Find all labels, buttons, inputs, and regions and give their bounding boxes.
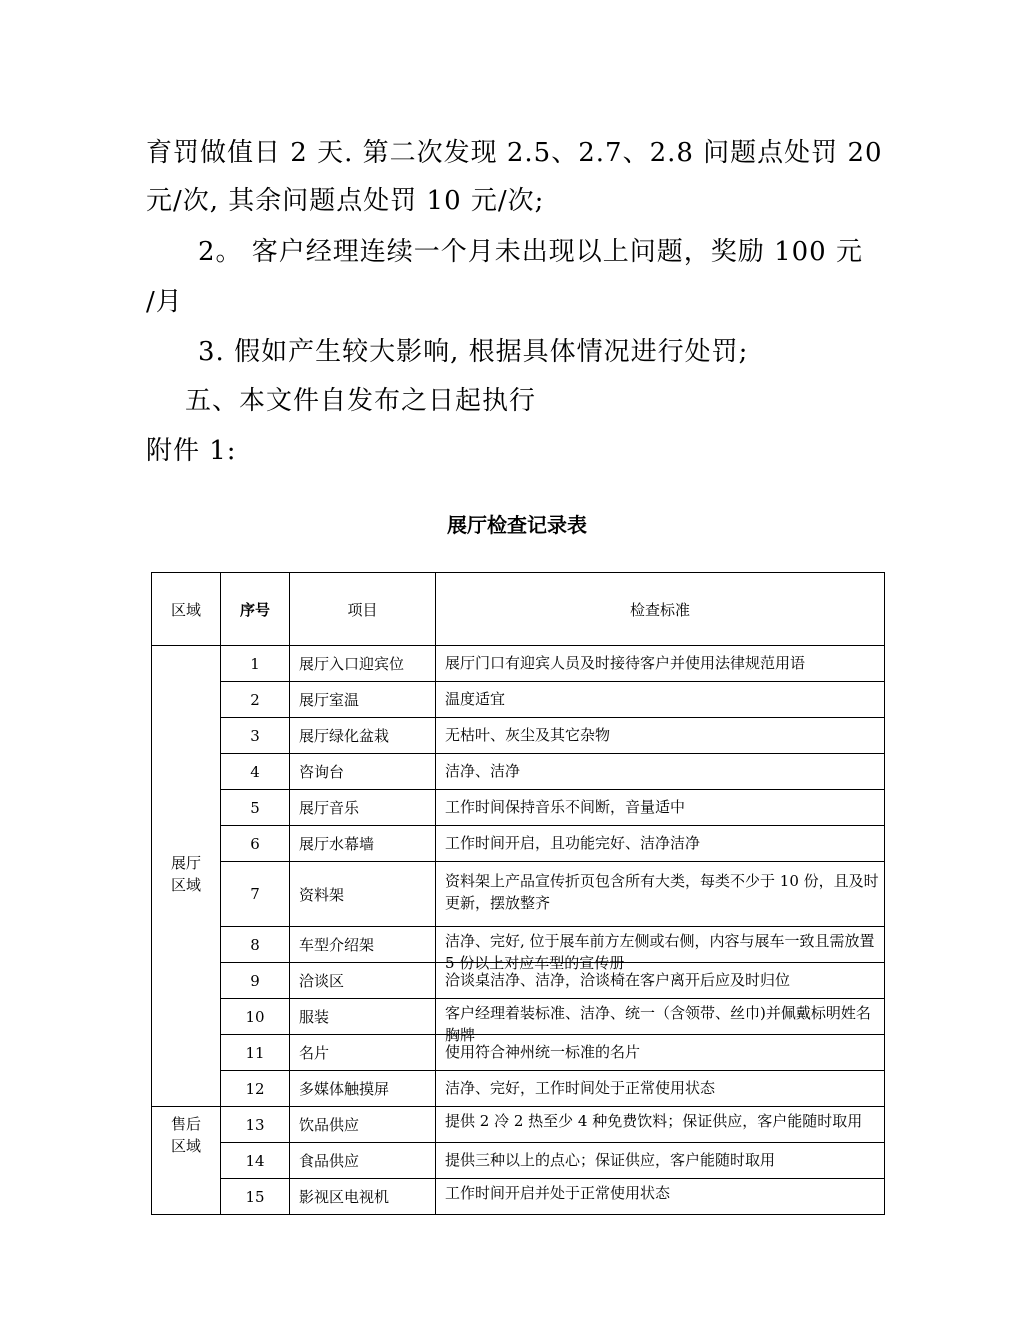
row-item: 展厅绿化盆栽 [290,718,436,754]
row-number: 15 [221,1179,290,1215]
row-standard [436,754,885,790]
standard-text: 客户经理着装标准、洁净、统一（含领带、丝巾)并佩戴标明姓名胸牌 [445,1004,871,1044]
row-item: 展厅入口迎宾位 [290,646,436,682]
standard-text: 资料架上产品宣传折页包含所有大类，每类不少于 10 份，且及时更新，摆放整齐 [445,872,879,912]
standard-text: 温度适宜 [445,690,506,708]
row-number: 5 [221,790,290,826]
row-item: 多媒体触摸屏 [290,1071,436,1107]
area-cell-aftersales [152,1107,221,1215]
table-row [152,862,885,927]
standard-text: 工作时间开启并处于正常使用状态 [445,1184,671,1202]
standard-text: 洽谈桌洁净、洁净，洽谈椅在客户离开后应及时归位 [445,971,791,989]
row-number: 3 [221,718,290,754]
section-five: 五、本文件自发布之日起执行 [185,386,537,416]
table-row [152,682,885,718]
row-standard [436,1035,885,1071]
row-item: 展厅室温 [290,682,436,718]
row-item: 展厅水幕墙 [290,826,436,862]
standard-text: 使用符合神州统一标准的名片 [445,1043,641,1061]
row-item: 咨询台 [290,754,436,790]
row-standard [436,862,885,927]
row-item: 服装 [290,999,436,1035]
row-number: 7 [221,862,290,927]
header-standard: 检查标准 [436,573,885,646]
table-row [152,718,885,754]
body-paragraph: 育罚做值日 2 天. 第二次发现 2.5、2.7、2.8 问题点处罚 20 [146,138,883,168]
row-number: 9 [221,963,290,999]
row-standard [436,646,885,682]
standard-text: 提供 2 冷 2 热至少 4 种免费饮料；保证供应，客户能随时取用 [445,1112,863,1130]
row-item: 展厅音乐 [290,790,436,826]
standard-text: 洁净、完好, 位于展车前方左侧或右侧，内容与展车一致且需放置 5 份以上对应车型的宣传册 [445,932,875,972]
standard-text: 提供三种以上的点心；保证供应，客户能随时取用 [445,1151,776,1169]
area-label: 展厅 区域 [170,854,201,894]
table-row [152,1143,885,1179]
row-number: 10 [221,999,290,1035]
row-item: 名片 [290,1035,436,1071]
table-row [152,646,885,682]
row-standard [436,1107,885,1143]
row-item: 影视区电视机 [290,1179,436,1215]
area-label: 售后 区域 [170,1115,201,1155]
row-number: 13 [221,1107,290,1143]
standard-text: 展厅门口有迎宾人员及时接待客户并使用法律规范用语 [445,654,806,672]
list-item-2: 2。 客户经理连续一个月未出现以上问题，奖励 100 元 [198,237,863,267]
body-paragraph: 元/次, 其余问题点处罚 10 元/次; [146,186,545,216]
table-row [152,1107,885,1143]
row-number: 4 [221,754,290,790]
table-row [152,1071,885,1107]
row-number: 8 [221,927,290,963]
standard-text: 工作时间开启，且功能完好、洁净洁净 [445,834,701,852]
table-row [152,754,885,790]
standard-text: 无枯叶、灰尘及其它杂物 [445,726,611,744]
row-standard [436,682,885,718]
row-number: 14 [221,1143,290,1179]
standard-text: 工作时间保持音乐不间断，音量适中 [445,798,686,816]
table-title: 展厅检查记录表 [447,513,587,537]
table-row [152,826,885,862]
header-number: 序号 [221,573,290,646]
table-row [152,1179,885,1215]
table-row [152,999,885,1035]
table-row [152,927,885,963]
row-standard [436,927,885,972]
row-standard [436,790,885,826]
area-cell-showroom [152,646,221,1107]
list-item-2-continued: /月 [146,287,183,317]
row-standard [436,999,885,1044]
table-row [152,1035,885,1071]
row-number: 6 [221,826,290,862]
row-standard [436,1071,885,1107]
row-standard [436,1179,885,1215]
header-item: 项目 [290,573,436,646]
row-standard [436,1143,885,1179]
row-standard [436,826,885,862]
row-item: 资料架 [290,862,436,927]
row-number: 12 [221,1071,290,1107]
row-item: 车型介绍架 [290,927,436,963]
row-item: 饮品供应 [290,1107,436,1143]
standard-text: 洁净、完好，工作时间处于正常使用状态 [445,1079,716,1097]
attachment-label: 附件 1: [146,436,237,466]
table-row [152,790,885,826]
row-item: 食品供应 [290,1143,436,1179]
row-number: 11 [221,1035,290,1071]
table-header-row [152,573,885,646]
inspection-table [151,572,885,1215]
row-number: 1 [221,646,290,682]
header-area: 区域 [152,573,221,646]
row-number: 2 [221,682,290,718]
standard-text: 洁净、洁净 [445,762,521,780]
row-standard [436,718,885,754]
row-item: 洽谈区 [290,963,436,999]
list-item-3: 3. 假如产生较大影响, 根据具体情况进行处罚; [198,337,749,367]
